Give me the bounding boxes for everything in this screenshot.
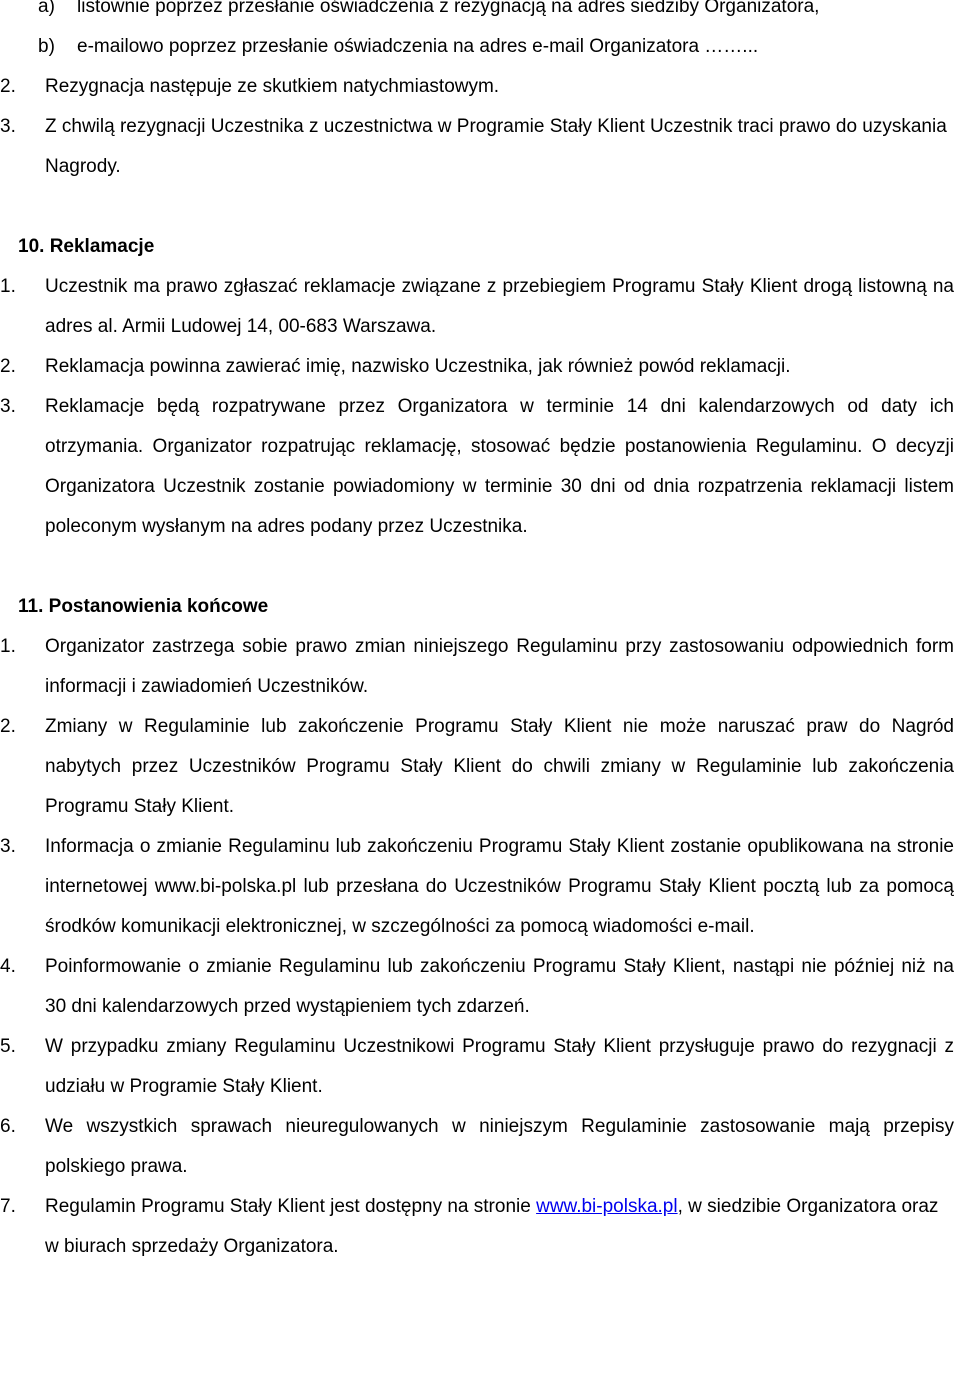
list-number: 4. xyxy=(0,956,16,977)
list-number: 2. xyxy=(0,716,16,737)
list-item xyxy=(0,347,957,387)
list-number: 5. xyxy=(0,1036,16,1057)
list-item-text: Rezygnacja następuje ze skutkiem natychmiastowym. xyxy=(45,76,500,97)
list-number: 3. xyxy=(0,396,16,417)
list-number: 1. xyxy=(0,276,16,297)
list-item xyxy=(0,0,957,27)
list-item-text-end: , w siedzibie Organizatora oraz w biurach sprzedaży Organizatora. xyxy=(45,1196,939,1257)
list-number: 3. xyxy=(0,836,16,857)
list-item xyxy=(0,707,957,827)
list-number: 6. xyxy=(0,1116,16,1137)
list-number: 2. xyxy=(0,76,16,97)
list-item-text: Z chwilą rezygnacji Uczestnika z uczestnictwa w Programie Stały Klient Uczestnik traci prawo do uzyskania Nagrody. xyxy=(45,116,947,177)
list-item-text-start: Regulamin Programu Stały Klient jest dostępny na stronie xyxy=(45,1196,537,1217)
list-item xyxy=(0,67,957,107)
list-item xyxy=(0,387,957,547)
list-marker: b) xyxy=(38,36,55,57)
list-item-text: e-mailowo poprzez przesłanie oświadczenia na adres e-mail Organizatora ……... xyxy=(77,36,759,57)
list-item-text: Poinformowanie o zmianie Regulaminu lub zakończeniu Programu Stały Klient, nastąpi nie później niż na 30 dni kalendarzowych przed wystąpieniem tych zdarzeń. xyxy=(45,956,954,1017)
list-marker: a) xyxy=(38,0,55,17)
list-item xyxy=(0,27,957,67)
list-number: 7. xyxy=(0,1196,16,1217)
list-item xyxy=(0,1187,957,1267)
list-item-text: listownie poprzez przesłanie oświadczenia z rezygnacją na adres siedziby Organizatora, xyxy=(77,0,820,17)
list-item-text: Informacja o zmianie Regulaminu lub zakończeniu Programu Stały Klient zostanie opublikowana na stronie internetowej www.bi-polska.pl lub przesłana do Uczestników Programu Stały Klient pocztą lub za pomocą środków komunikacji elektronicznej, w szczególności za pomocą wiadomości e-mail. xyxy=(45,836,954,937)
spacer xyxy=(0,547,957,587)
list-item-text: Reklamacja powinna zawierać imię, nazwisko Uczestnika, jak również powód reklamacji. xyxy=(45,356,791,377)
list-item-text: We wszystkich sprawach nieuregulowanych w niniejszym Regulaminie zastosowanie mają przepisy polskiego prawa. xyxy=(45,1116,954,1177)
list-number: 2. xyxy=(0,356,16,377)
list-number: 1. xyxy=(0,636,16,657)
list-item xyxy=(0,107,957,187)
list-item xyxy=(0,267,957,347)
list-item-text: W przypadku zmiany Regulaminu Uczestnikowi Programu Stały Klient przysługuje prawo do rezygnacji z udziału w Programie Stały Klient. xyxy=(45,1036,954,1097)
spacer xyxy=(0,187,957,227)
section-heading-reklamacje: 10. Reklamacje xyxy=(18,236,155,257)
list-item-text: Uczestnik ma prawo zgłaszać reklamacje związane z przebiegiem Programu Stały Klient drogą listowną na adres al. Armii Ludowej 14, 00-683 Warszawa. xyxy=(45,276,954,337)
list-item xyxy=(0,827,957,947)
website-link[interactable]: www.bi-polska.pl xyxy=(536,1196,678,1217)
list-item xyxy=(0,1107,957,1187)
list-item-text: Zmiany w Regulaminie lub zakończenie Programu Stały Klient nie może naruszać praw do Nagród nabytych przez Uczestników Programu Stały Klient do chwili zmiany w Regulaminie lub zakończenia Programu Stały Klient. xyxy=(45,716,954,817)
list-number: 3. xyxy=(0,116,16,137)
section-heading-postanowienia-koncowe: 11. Postanowienia końcowe xyxy=(18,596,269,617)
list-item xyxy=(0,947,957,1027)
list-item-text xyxy=(45,1196,938,1257)
list-item xyxy=(0,1027,957,1107)
list-item xyxy=(0,627,957,707)
list-item-text: Reklamacje będą rozpatrywane przez Organizatora w terminie 14 dni kalendarzowych od daty ich otrzymania. Organizator rozpatrując reklamację, stosować będzie postanowienia Regulaminu. O decyzji Organizatora Uczestnik zostanie powiadomiony w terminie 30 dni od dnia rozpatrzenia reklamacji listem poleconym wysłanym na adres podany przez Uczestnika. xyxy=(45,396,954,537)
list-item-text: Organizator zastrzega sobie prawo zmian niniejszego Regulaminu przy zastosowaniu odpowiednich form informacji i zawiadomień Uczestników. xyxy=(45,636,954,697)
